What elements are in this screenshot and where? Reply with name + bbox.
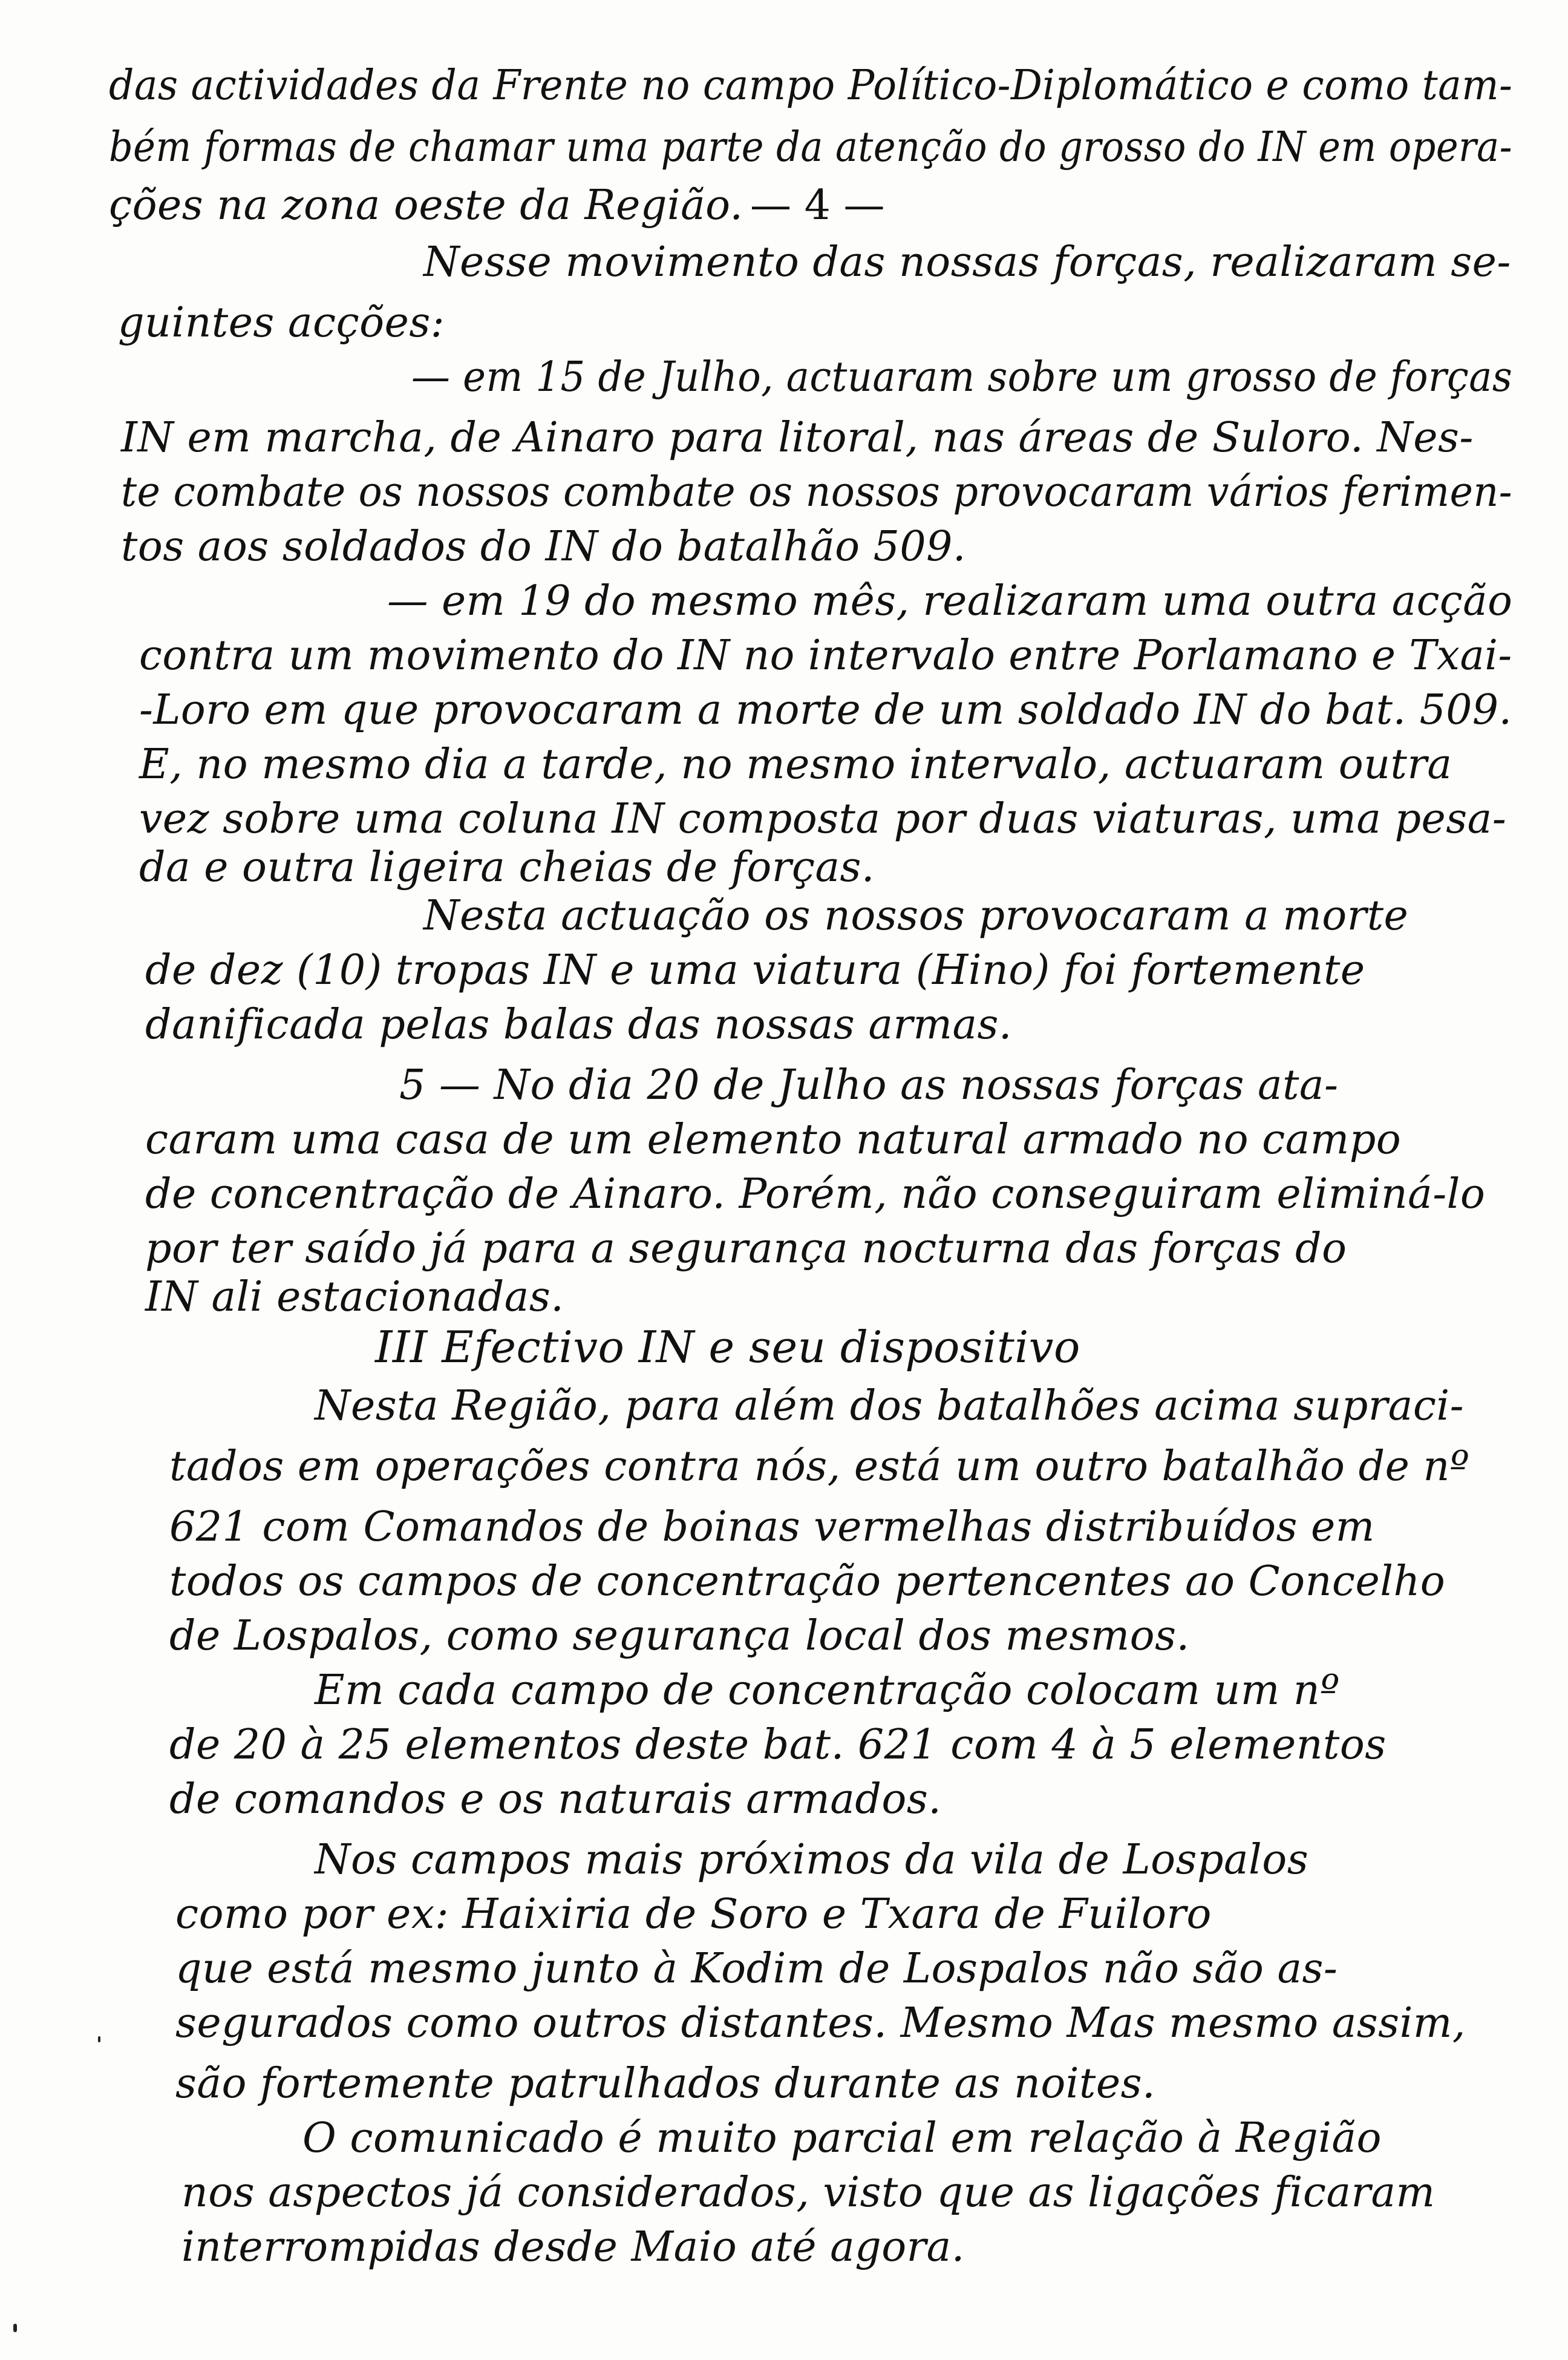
text-line: por ter saído já para a segurança nocturna das forças do <box>145 1225 1347 1273</box>
text-line: vez sobre uma coluna IN composta por duas viaturas, uma pesa- <box>139 795 1507 843</box>
text-line: — em 19 do mesmo mês, realizaram uma outra acção <box>387 577 1513 625</box>
text-line: segurados como outros distantes. Mesmo Mas mesmo assim, <box>175 1999 1466 2047</box>
text-line: que está mesmo junto à Kodim de Lospalos não são as- <box>175 1945 1338 1993</box>
text-line: nos aspectos já considerados, visto que as ligações ficaram <box>181 2169 1436 2217</box>
text-line: contra um movimento do IN no intervalo entre Porlamano e Txai- <box>139 632 1512 680</box>
text-line: Nos campos mais próximos da vila de Lospalos <box>315 1836 1309 1884</box>
text-line: de concentração de Ainaro. Porém, não conseguiram eliminá-lo <box>145 1170 1486 1218</box>
text-line: Nesse movimento das nossas forças, realizaram se- <box>423 238 1511 286</box>
text-line: bém formas de chamar uma parte da atenção do grosso do IN em opera- <box>109 123 1513 171</box>
page-number: — 4 — <box>750 182 885 229</box>
text-line: tos aos soldados do IN do batalhão 509. <box>121 523 967 571</box>
text-line: IN em marcha, de Ainaro para litoral, nas áreas de Suloro. Nes- <box>121 414 1474 462</box>
text-line: tados em operações contra nós, está um outro batalhão de nº <box>169 1443 1470 1490</box>
text-line: 621 com Comandos de boinas vermelhas distribuídos em <box>169 1503 1375 1551</box>
text-line: Nesta actuação os nossos provocaram a morte <box>423 892 1409 940</box>
text-line: ções na zona oeste da Região. <box>109 182 743 229</box>
text-line: guintes acções: <box>118 299 445 347</box>
text-line: de comandos e os naturais armados. <box>169 1775 942 1823</box>
text-line: 5 — No dia 20 de Julho as nossas forças ata- <box>399 1061 1339 1109</box>
text-line: Em cada campo de concentração colocam um nº <box>315 1667 1340 1714</box>
margin-mark <box>13 2324 17 2332</box>
text-line: de 20 à 25 elementos deste bat. 621 com 4 à 5 elementos <box>169 1721 1387 1769</box>
text-line: da e outra ligeira cheias de forças. <box>139 844 875 891</box>
margin-mark <box>98 2036 100 2042</box>
text-line: IN ali estacionadas. <box>145 1273 564 1321</box>
text-line: são fortemente patrulhados durante as noites. <box>175 2060 1156 2108</box>
text-line: de Lospalos, como segurança local dos mesmos. <box>169 1612 1190 1660</box>
text-line: de dez (10) tropas IN e uma viatura (Hino) foi fortemente <box>145 946 1365 994</box>
text-line: O comunicado é muito parcial em relação à Região <box>302 2114 1382 2162</box>
text-line: E, no mesmo dia a tarde, no mesmo intervalo, actuaram outra <box>139 741 1452 788</box>
text-line: te combate os nossos combate os nossos provocaram vários ferimen- <box>121 468 1513 516</box>
text-line: danificada pelas balas das nossas armas. <box>145 1001 1013 1049</box>
text-line: -Loro em que provocaram a morte de um soldado IN do bat. 509. <box>139 686 1512 734</box>
section-heading: III Efectivo IN e seu dispositivo <box>375 1322 1080 1372</box>
text-line: Nesta Região, para além dos batalhões acima supraci- <box>315 1382 1465 1430</box>
text-line: das actividades da Frente no campo Político-Diplomático e como tam- <box>109 62 1513 110</box>
text-line: todos os campos de concentração pertencentes ao Concelho <box>169 1558 1446 1605</box>
text-line: interrompidas desde Maio até agora. <box>181 2223 965 2271</box>
text-line: como por ex: Haixiria de Soro e Txara de Fuiloro <box>175 1890 1212 1938</box>
text-line: caram uma casa de um elemento natural armado no campo <box>145 1116 1402 1164</box>
text-line: — em 15 de Julho, actuaram sobre um grosso de forças <box>411 353 1513 401</box>
